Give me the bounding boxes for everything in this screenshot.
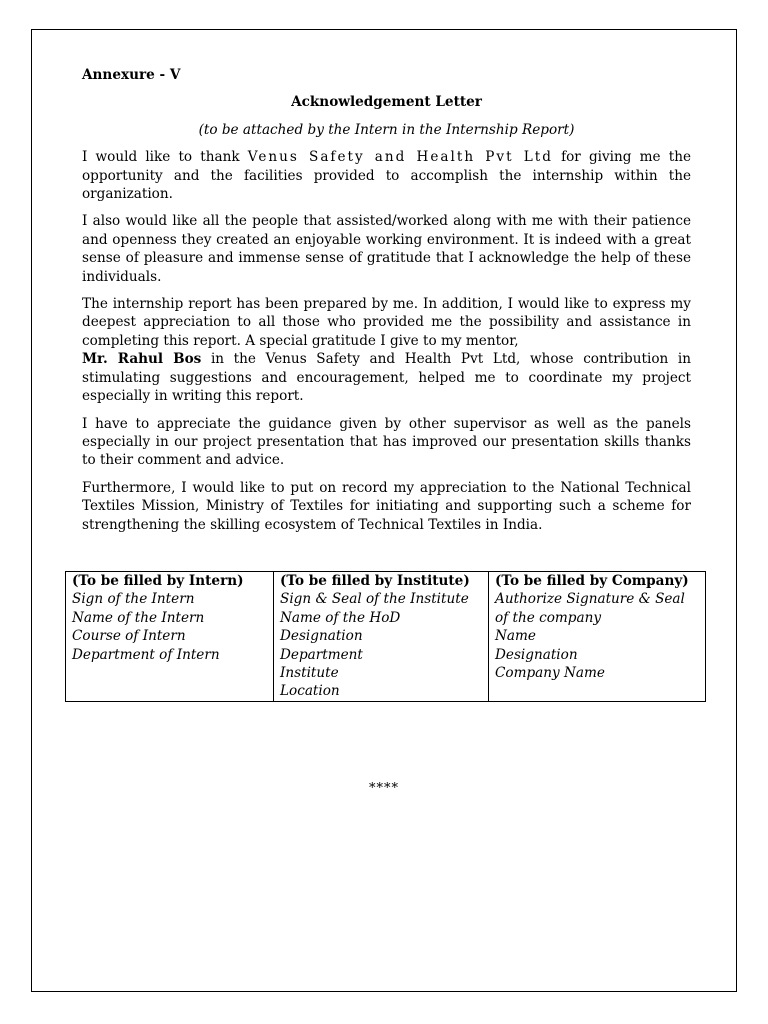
letter-body [82, 66, 691, 543]
institute-cell [274, 572, 489, 702]
paragraph-report [82, 295, 691, 405]
intern-header: (To be filled by Intern) [72, 573, 244, 589]
intern-cell [66, 572, 274, 702]
intern-line: Course of Intern [72, 628, 186, 645]
intern-line: Department of Intern [72, 646, 220, 663]
company-name: Venus Safety and Health Pvt Ltd [247, 149, 553, 166]
table-row [66, 572, 706, 702]
letter-title: Acknowledgement Letter [291, 94, 482, 111]
intern-line: Sign of the Intern [72, 591, 195, 608]
company-line: Designation [495, 646, 578, 663]
company-header: (To be filled by Company) [495, 573, 689, 589]
institute-line: Location [280, 683, 340, 700]
company-line: Name [495, 628, 536, 645]
annexure-label: Annexure - V [82, 67, 181, 83]
institute-line: Institute [280, 665, 339, 682]
signature-table [65, 571, 706, 702]
paragraph-thanks [82, 148, 691, 203]
institute-line: Designation [280, 628, 363, 645]
institute-line: Department [280, 646, 363, 663]
paragraph-guidance: I have to appreciate the guidance given by other supervisor as well as the panels especially in our project presentation that has improved our presentation skills thanks to their comment and advice. [82, 415, 691, 469]
institute-line: Sign & Seal of the Institute [280, 591, 469, 608]
letter-subtitle: (to be attached by the Intern in the Internship Report) [198, 121, 575, 138]
institute-line: Name of the HoD [280, 609, 401, 626]
paragraph-people: I also would like all the people that assisted/worked along with me with their patience and openness they created an enjoyable working environment. It is indeed with a great sense of pleasure and immense sense of gratitude that I acknowledge the help of these individuals. [82, 213, 691, 285]
end-marker: **** [369, 781, 399, 796]
institute-header: (To be filled by Institute) [280, 573, 470, 589]
intern-line: Name of the Intern [72, 609, 205, 626]
paragraph-mission: Furthermore, I would like to put on record my appreciation to the National Technical Textiles Mission, Ministry of Textiles for initiating and supporting such a scheme for strengthening the skilling ecosystem of Technical Textiles in India. [82, 479, 691, 533]
p3-text-before: The internship report has been prepared by me. In addition, I would like to express my deepest appreciation to all those who provided me the possibility and assistance in completing this report. A special gratitude I give to my mentor, [82, 296, 691, 349]
company-line: Authorize Signature & Seal of the company [495, 591, 685, 626]
company-line: Company Name [495, 665, 605, 682]
p3-text-after: in the Venus Safety and Health Pvt Ltd, whose contribution in stimulating suggestions and encouragement, helped me to coordinate my project especially in writing this report. [82, 351, 691, 405]
p1-text-before: I would like to thank [82, 149, 248, 166]
mentor-name: Mr. Rahul Bos [82, 351, 202, 368]
company-cell [489, 572, 706, 702]
p1-text-after: for giving me the opportunity and the facilities provided to accomplish the internship within the organization. [82, 149, 691, 203]
signature-table-wrap [65, 571, 705, 702]
